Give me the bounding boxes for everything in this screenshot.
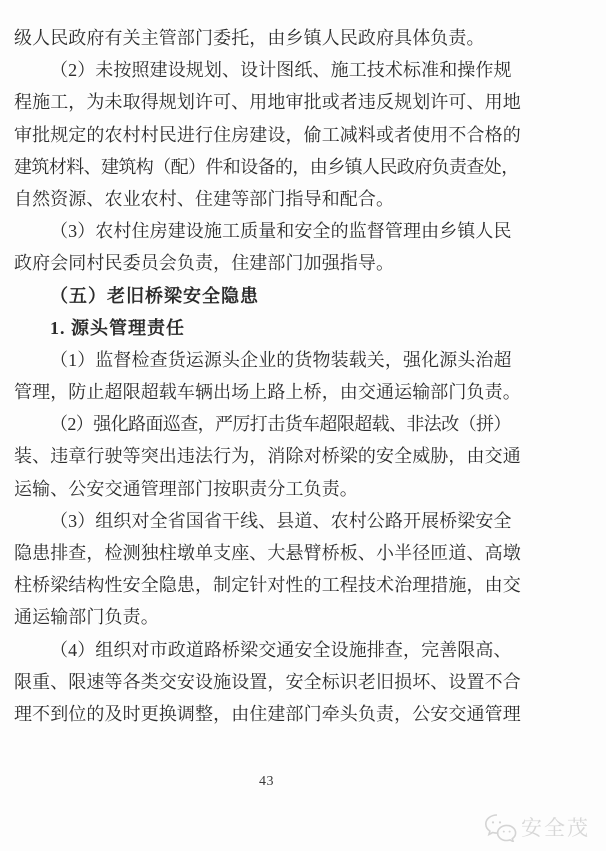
text-line: （1）监督检查货运源头企业的货物装载关，强化源头治超 bbox=[50, 349, 512, 370]
footer-watermark bbox=[484, 812, 590, 842]
watermark-label: 安全茂 bbox=[521, 816, 590, 840]
text-line: 政府会同村民委员会负责，住建部门加强指导。 bbox=[14, 253, 395, 274]
text-line: 装、违章行驶等突出违法行为，消除对桥梁的安全威胁，由交通 bbox=[14, 446, 521, 467]
section-heading: （五）老旧桥梁安全隐患 bbox=[50, 285, 259, 306]
subsection-heading: 1. 源头管理责任 bbox=[50, 317, 185, 338]
text-line: （2）未按照建设规划、设计图纸、施工技术标准和操作规 bbox=[50, 60, 512, 81]
wechat-logo-icon bbox=[484, 812, 517, 842]
text-line: 自然资源、农业农村、住建等部门指导和配合。 bbox=[14, 188, 395, 209]
page-number: 43 bbox=[259, 774, 274, 789]
text-line: 隐患排查，检测独柱墩单支座、大悬臂桥板、小半径匝道、高墩 bbox=[14, 543, 521, 563]
text-line: （3）农村住房建设施工质量和安全的监督管理由乡镇人民 bbox=[50, 221, 512, 242]
text-line: （3）组织对全省国省干线、县道、农村公路开展桥梁安全 bbox=[50, 510, 512, 531]
text-line: 建筑材料、建筑构（配）件和设备的，由乡镇人民政府负责查处， bbox=[14, 156, 519, 177]
text-line: 限重、限速等各类交安设施设置，安全标识老旧损坏、设置不合 bbox=[14, 671, 521, 692]
text-line: （4）组织对市政道路桥梁交通安全设施排查，完善限高、 bbox=[50, 639, 512, 660]
text-line: 程施工，为未取得规划许可、用地审批或者违反规划许可、用地 bbox=[14, 92, 521, 113]
text-line: 理不到位的及时更换调整，由住建部门牵头负责，公安交通管理 bbox=[14, 703, 521, 724]
text-line: 级人民政府有关主管部门委托，由乡镇人民政府具体负责。 bbox=[14, 28, 485, 48]
text-line: 运输、公安交通管理部门按职责分工负责。 bbox=[14, 478, 358, 499]
text-line: 审批规定的农村村民进行住房建设，偷工减料或者使用不合格的 bbox=[14, 124, 521, 145]
text-line: 柱桥梁结构性安全隐患，制定针对性的工程技术治理措施，由交 bbox=[14, 575, 521, 596]
text-line: 管理，防止超限超载车辆出场上路上桥，由交通运输部门负责。 bbox=[14, 382, 521, 403]
document-page bbox=[14, 22, 526, 730]
text-line: （2）强化路面巡查，严厉打击货车超限超载、非法改（拼） bbox=[50, 414, 511, 435]
text-line: 通运输部门负责。 bbox=[14, 607, 159, 628]
